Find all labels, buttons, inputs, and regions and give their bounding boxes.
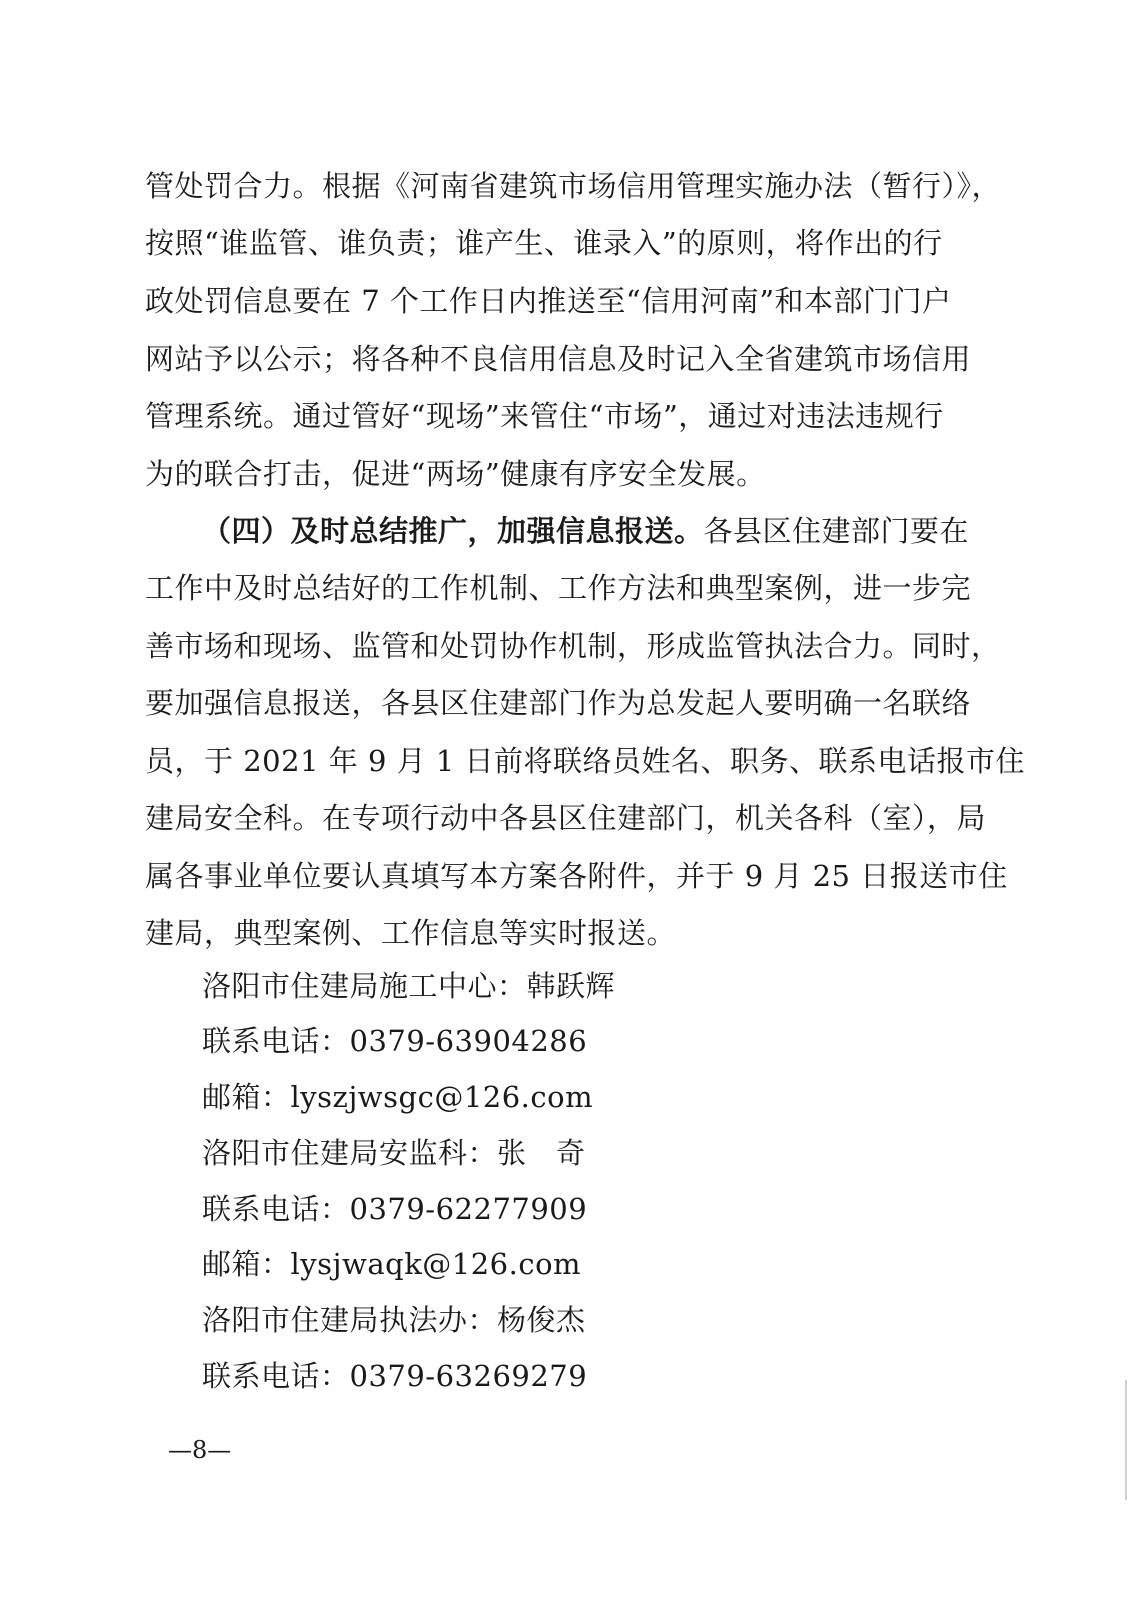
scan-edge-mark: [1125, 1380, 1127, 1500]
paragraph-line: 按照“谁监管、谁负责；谁产生、谁录入”的原则，将作出的行: [145, 226, 943, 260]
paragraph-line: 要加强信息报送，各县区住建部门作为总发起人要明确一名联络: [145, 686, 972, 720]
paragraph-line: 网站予以公示；将各种不良信用信息及时记入全省建筑市场信用: [145, 342, 972, 376]
paragraph-line: 管理系统。通过管好“现场”来管住“市场”，通过对违法违规行: [145, 399, 944, 433]
section-heading: （四）及时总结推广，加强信息报送。: [202, 514, 704, 548]
paragraph-line: 建局，典型案例、工作信息等实时报送。: [145, 916, 677, 950]
contact-email-line: 邮箱：lysjwaqk@126.com: [202, 1247, 582, 1281]
paragraph-line: 管处罚合力。根据《河南省建筑市场信用管理实施办法（暂行）》，: [145, 169, 1002, 203]
contact-name-line: 洛阳市住建局安监科：张 奇: [202, 1136, 586, 1170]
contact-name-line: 洛阳市住建局执法办：杨俊杰: [202, 1303, 586, 1337]
contact-phone-line: 联系电话：0379-62277909: [202, 1192, 588, 1226]
paragraph-line: 政处罚信息要在 7 个工作日内推送至“信用河南”和本部门门户: [145, 284, 952, 318]
paragraph-line: 善市场和现场、监管和处罚协作机制，形成监管执法合力。同时，: [145, 629, 1001, 663]
contact-email-line: 邮箱：lyszjwsgc@126.com: [202, 1080, 594, 1114]
contact-name-line: 洛阳市住建局施工中心：韩跃辉: [202, 969, 616, 1003]
contact-phone-line: 联系电话：0379-63904286: [202, 1024, 588, 1058]
page-number: —8—: [168, 1436, 232, 1464]
section-heading-line: [202, 511, 974, 551]
paragraph-line: 为的联合打击，促进“两场”健康有序安全发展。: [145, 457, 766, 491]
section-heading-rest: 各县区住建部门要在: [703, 514, 970, 548]
contact-phone-line: 联系电话：0379-63269279: [202, 1359, 588, 1393]
paragraph-line: 员，于 2021 年 9 月 1 日前将联络员姓名、职务、联系电话报市住: [145, 744, 1026, 778]
paragraph-line: 工作中及时总结好的工作机制、工作方法和典型案例，进一步完: [145, 571, 972, 605]
paragraph-line: 建局安全科。在专项行动中各县区住建部门，机关各科（室），局: [145, 801, 987, 835]
paragraph-line: 属各事业单位要认真填写本方案各附件，并于 9 月 25 日报送市住: [145, 859, 1008, 893]
